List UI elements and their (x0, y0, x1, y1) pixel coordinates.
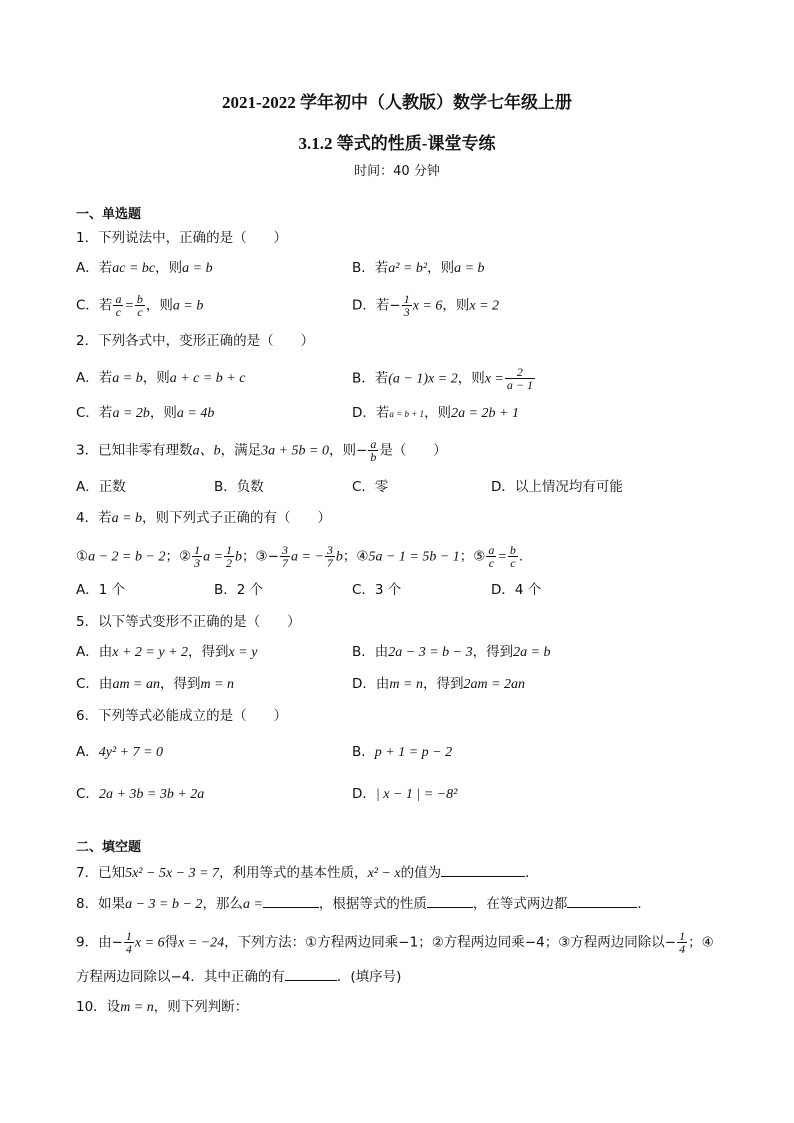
q4-option-b: B．2 个 (214, 582, 264, 598)
q3-option-b: B．负数 (214, 479, 264, 495)
q7-text: 7．已知5x² − 5x − 3 = 7，利用等式的基本性质，x² − x的值为 ． (76, 862, 539, 884)
q9-text-line1: 9．由− $\frac{1}{4}$ x = 6得x = −24，下列方法：①方程两边同乘−1；②方程两边同乘−4；③方程两边同除以− $\frac{1}{4}$ ；④ (76, 929, 714, 956)
section-fill-blank: 二、填空题 (76, 840, 142, 855)
q5-option-b: B．由2a − 3 = b − 3，得到2a = b (352, 644, 551, 660)
q1-option-c: C．若 $\frac{a}{c}$ = $\frac{b}{c}$ ，则a = b (76, 292, 204, 319)
time-limit: 时间：40 分钟 (354, 164, 440, 179)
q2-option-c: C．若a = 2b，则a = 4b (76, 405, 215, 421)
q2-option-b: B．若(a − 1)x = 2，则x = $\frac{2}{a - 1}$ (352, 365, 533, 392)
q4-option-d: D．4 个 (491, 582, 542, 598)
q8-answer-blank-2[interactable] (427, 893, 473, 908)
q8-answer-blank-1[interactable] (263, 893, 319, 908)
q5-option-a: A．由x + 2 = y + 2，得到x = y (76, 644, 258, 660)
q3-option-a: A．正数 (76, 479, 126, 495)
q3-option-c: C．零 (352, 479, 389, 495)
document-subtitle: 3.1.2 等式的性质-课堂专练 (298, 134, 496, 153)
q6-stem: 6．下列等式必能成立的是（ ） (76, 708, 288, 724)
q6-option-b: B．p + 1 = p − 2 (352, 744, 453, 760)
q1-option-b: B．若a² = b²，则a = b (352, 260, 485, 276)
q4-option-a: A．1 个 (76, 582, 126, 598)
q4-option-c: C．3 个 (352, 582, 402, 598)
q6-option-c: C．2a + 3b = 3b + 2a (76, 786, 205, 802)
q8-text: 8．如果a − 3 = b − 2，那么a = ，根据等式的性质 ，在等式两边都 ． (76, 893, 651, 915)
q1-option-a: A．若ac = bc，则a = b (76, 260, 213, 276)
q2-option-a: A．若a = b，则a + c = b + c (76, 370, 246, 386)
q1-option-d: D．若− $\frac{1}{3}$ x = 6，则x = 2 (352, 292, 500, 319)
q4-stem: 4．若a = b，则下列式子正确的有（ ） (76, 510, 332, 526)
q9-text-line2: 方程两边同除以−4．其中正确的有 ．(填序号) (76, 966, 401, 987)
q10-text: 10．设m = n，则下列判断： (76, 999, 249, 1015)
q5-stem: 5．以下等式变形不正确的是（ ） (76, 614, 301, 630)
q1-stem: 1．下列说法中，正确的是（ ） (76, 230, 288, 246)
q2-option-d: D．若a = b + 1，则2a = 2b + 1 (352, 405, 519, 421)
q6-option-a: A．4y² + 7 = 0 (76, 744, 164, 760)
q2-stem: 2．下列各式中，变形正确的是（ ） (76, 333, 315, 349)
q5-option-c: C．由am = an，得到m = n (76, 676, 235, 692)
q3-stem: 3．已知非零有理数a、b，满足3a + 5b = 0，则− $\frac{a}{b}$ 是（ ） (76, 437, 447, 464)
q6-option-d: D．| x − 1 | = −8² (352, 786, 458, 802)
q7-answer-blank[interactable] (441, 862, 525, 877)
q5-option-d: D．由m = n，得到2am = 2an (352, 676, 526, 692)
q3-option-d: D．以上情况均有可能 (491, 479, 623, 495)
q4-expressions: ①a − 2 = b − 2；② $\frac{1}{3}$ a = $\frac{1}{2}$ b；③− $\frac{3}{7}$ a = − $\frac{3}{7}$ b；④5a − 1 = 5b − 1；⑤ $\frac{a}{c}$ = $\frac{b}{c}$ . (76, 543, 524, 570)
section-single-choice: 一、单选题 (76, 207, 142, 222)
q8-answer-blank-3[interactable] (567, 893, 637, 908)
document-title: 2021-2022 学年初中（人教版）数学七年级上册 (222, 93, 572, 112)
q9-answer-blank[interactable] (285, 966, 337, 981)
